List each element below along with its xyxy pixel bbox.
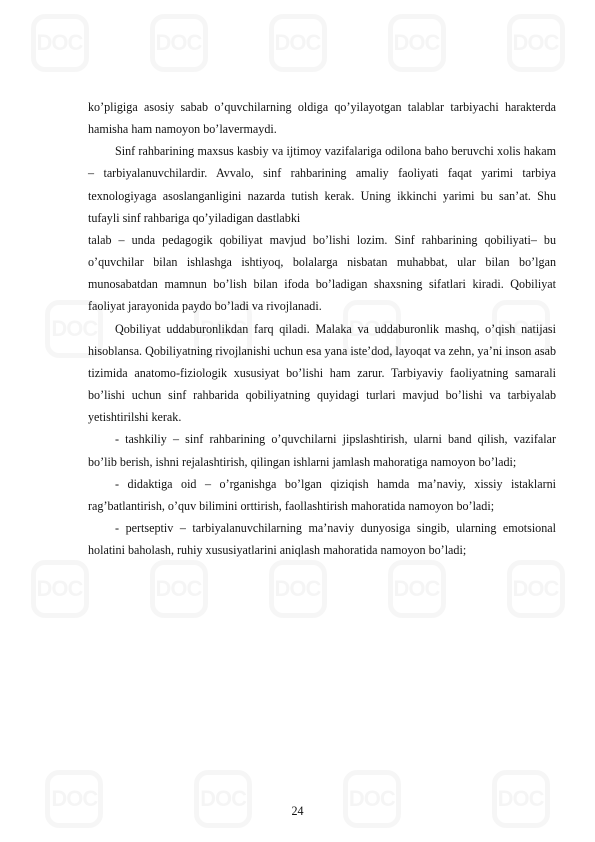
page-number: 24 (291, 804, 304, 818)
paragraph: Qobiliyat uddaburonlikdan farq qiladi. Malaka va uddaburonlik mashq, o’qish natijasi hisoblansa. Qobiliyatning rivojlanishi uchun esa yana iste’dod, layoqat va zehn, ya’ni inson asab tizimida anatomo-fiziologik xususiyat bo’lishi ham zarur. Tarbiyaviy faoliyatning samarali bo’lishi uchun sinf rahbarida qobiliyatning quyidagi turlari mavjud bo’lishi va tarbiyalab yetishtirilshi kerak. (88, 321, 556, 425)
watermark-logo (388, 560, 446, 618)
watermark-logo (507, 14, 565, 72)
watermark-logo (269, 14, 327, 72)
watermark-logo (343, 770, 401, 828)
list-item: - tashkiliy – sinf rahbarining o’quvchilarni jipslashtirish, ularni band qilish, vazifalar bo’lib berish, ishni rejalashtirish, qilingan ishlarni jamlash mahoratiga namoyon bo’ladi; (88, 432, 556, 469)
watermark-logo (492, 770, 550, 828)
list-item: - pertseptiv – tarbiyalanuvchilarning ma’naviy dunyosiga singib, ularning emotsional holatini baholash, ruhiy xususiyatlarini aniqlash mahoratida namoyon bo’ladi; (88, 520, 556, 558)
watermark-logo (150, 14, 208, 72)
list-item: - didaktiga oid – o’rganishga bo’lgan qiziqish hamda ma’naviy, xissiy istaklarni rag’batlantirish, o’quv bilimini orttirish, faollashtirish mahoratida namoyon bo’ladi; (88, 476, 556, 513)
watermark-logo (31, 14, 89, 72)
watermark-logo (150, 560, 208, 618)
watermark-logo (194, 770, 252, 828)
watermark-logo (507, 560, 565, 618)
watermark-logo (388, 14, 446, 72)
paragraph: talab – unda pedagogik qobiliyat mavjud bo’lishi lozim. Sinf rahbarining qobiliyati– bu o’quvchilar bilan ishlashga ishtiyoq, bolalarga nisbatan muhabbat, ular bilan bo’lgan munosabatdan mamnun bo’lish bilan ifoda bo’ladigan shaxsning sifatlari kiradi. Qobiliyat faoliyat jarayonida paydo bo’ladi va rivojlanadi. (88, 232, 556, 314)
watermark-logo (45, 770, 103, 828)
watermark-logo (31, 560, 89, 618)
paragraph: ko’pligiga asosiy sabab o’quvchilarning oldiga qo’yilayotgan talablar tarbiyachi harakterda hamisha ham namoyon bo’lavermaydi. (88, 100, 556, 137)
watermark-logo (269, 560, 327, 618)
document-body (88, 96, 556, 561)
paragraph: Sinf rahbarining maxsus kasbiy va ijtimoy vazifalariga odilona baho beruvchi xolis hakam – tarbiyalanuvchilardir. Avvalo, sinf rahbarining amaliy faoliyati faqat yarimi tarbiya texnologiyaga asoslanganligini nazarda tutish kerak. Uning ikkinchi yarimi bu san’at. Shu tufayli sinf rahbariga qo’yiladigan dastlabki (88, 144, 556, 225)
